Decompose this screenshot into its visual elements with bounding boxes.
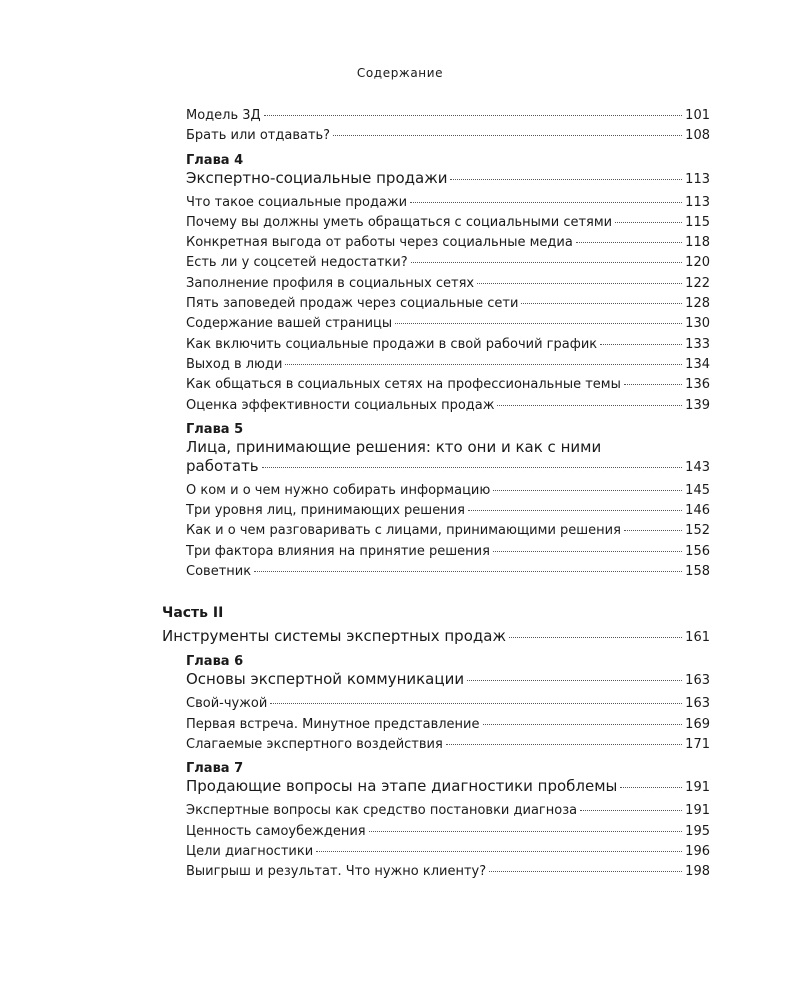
toc-entry-text: Что такое социальные продажи <box>186 194 408 210</box>
toc-entry[interactable] <box>186 542 710 562</box>
chapter-label: Глава 4 <box>186 152 244 168</box>
part-title-text: Инструменты системы экспертных продаж <box>162 627 506 646</box>
table-of-contents <box>162 106 710 882</box>
toc-entry-text: Первая встреча. Минутное представление <box>186 716 480 732</box>
chapter-title-text: Экспертно-социальные продажи <box>186 168 448 187</box>
toc-entry[interactable] <box>186 213 710 233</box>
toc-entry-text: Как включить социальные продажи в свой рабочий график <box>186 336 598 352</box>
chapter-title-line2 <box>186 457 710 477</box>
dot-leader <box>624 383 682 385</box>
toc-entry-page: 152 <box>685 523 710 539</box>
dot-leader <box>446 743 682 745</box>
toc-entry-page: 196 <box>685 843 710 859</box>
toc-entry-page: 101 <box>685 108 710 123</box>
dot-leader <box>450 178 682 180</box>
chapter-7 <box>162 761 710 882</box>
top-entries <box>162 106 710 147</box>
toc-entry-page: 133 <box>685 336 710 352</box>
dot-leader <box>624 529 682 531</box>
toc-entry-page: 113 <box>685 194 710 210</box>
toc-entry-text: Как общаться в социальных сетях на профессиональные темы <box>186 377 621 393</box>
chapter-title-line1: Лица, принимающие решения: кто они и как с ними <box>186 437 602 456</box>
dot-leader <box>576 241 682 243</box>
dot-leader <box>262 466 683 468</box>
toc-entry-text: Три фактора влияния на принятие решения <box>186 543 490 559</box>
toc-entry-text: Пять заповедей продаж через социальные сети <box>186 296 519 312</box>
chapter-title-text: Продающие вопросы на этапе диагностики проблемы <box>186 777 618 796</box>
chapter-title-text: работать <box>186 456 259 475</box>
toc-entry-text: Брать или отдавать? <box>186 128 331 144</box>
toc-entry-page: 122 <box>685 275 710 291</box>
toc-entry-text: Содержание вашей страницы <box>186 316 393 332</box>
toc-entry[interactable] <box>186 233 710 253</box>
toc-entry-text: Ценность самоубеждения <box>186 823 366 839</box>
dot-leader <box>477 282 682 284</box>
dot-leader <box>580 809 682 811</box>
toc-entry[interactable] <box>186 193 710 213</box>
toc-entry-text: Свой-чужой <box>186 696 268 712</box>
dot-leader <box>509 636 682 638</box>
dot-leader <box>493 489 682 491</box>
dot-leader <box>369 830 683 832</box>
part-2 <box>162 604 710 648</box>
toc-entry-text: Оценка эффективности социальных продаж <box>186 397 495 413</box>
chapter-title-page: 113 <box>685 171 710 187</box>
chapter-label: Глава 7 <box>186 761 244 777</box>
chapter-title[interactable] <box>186 169 710 189</box>
dot-leader <box>270 702 682 704</box>
toc-entry-page: 108 <box>685 128 710 144</box>
toc-entry[interactable] <box>186 396 710 416</box>
toc-entry[interactable] <box>186 694 710 714</box>
toc-entry-text: Заполнение профиля в социальных сетях <box>186 275 475 291</box>
chapter-title[interactable] <box>186 670 710 690</box>
toc-entry[interactable] <box>186 355 710 375</box>
part-title[interactable] <box>162 626 710 648</box>
toc-entry[interactable] <box>186 335 710 355</box>
toc-entry-text: Почему вы должны уметь обращаться с социальными сетями <box>186 214 613 230</box>
toc-entry-text: Есть ли у соцсетей недостатки? <box>186 255 408 271</box>
toc-entry-page: 120 <box>685 255 710 271</box>
dot-leader <box>615 221 682 223</box>
toc-entry-text: Выход в люди <box>186 356 283 372</box>
chapter-title[interactable] <box>186 777 710 797</box>
toc-entry[interactable] <box>186 501 710 521</box>
toc-entry-page: 171 <box>685 736 710 752</box>
chapter-label: Глава 6 <box>186 654 244 670</box>
part-title-page: 161 <box>685 630 710 646</box>
toc-entry-page: 130 <box>685 316 710 332</box>
chapter-title-page: 163 <box>685 673 710 689</box>
dot-leader <box>521 302 682 304</box>
toc-entry[interactable] <box>186 375 710 395</box>
toc-entry-page: 146 <box>685 503 710 519</box>
toc-entry[interactable] <box>186 801 710 821</box>
dot-leader <box>285 363 682 365</box>
chapter-title-page: 191 <box>685 780 710 796</box>
chapter-title-page: 143 <box>685 459 710 475</box>
running-head: Содержание <box>356 66 444 80</box>
toc-entry-text: Конкретная выгода от работы через социальные медиа <box>186 235 573 251</box>
dot-leader <box>316 850 682 852</box>
toc-entry[interactable] <box>186 822 710 842</box>
toc-entry[interactable] <box>186 253 710 273</box>
toc-entry-page: 115 <box>685 214 710 230</box>
toc-entry[interactable] <box>186 481 710 501</box>
toc-entry-page: 198 <box>685 864 710 880</box>
toc-entry-page: 191 <box>685 803 710 819</box>
toc-entry[interactable] <box>186 126 710 146</box>
toc-entry[interactable] <box>186 715 710 735</box>
toc-entry-page: 158 <box>685 564 710 580</box>
chapter-4 <box>162 153 710 416</box>
toc-entry-text: Как и о чем разговаривать с лицами, принимающими решения <box>186 523 621 539</box>
dot-leader <box>493 550 682 552</box>
toc-entry[interactable] <box>186 735 710 755</box>
chapter-label: Глава 5 <box>186 421 244 437</box>
chapter-6 <box>162 654 710 755</box>
dot-leader <box>600 343 682 345</box>
dot-leader <box>468 509 682 511</box>
toc-entry-page: 156 <box>685 543 710 559</box>
toc-entry[interactable] <box>186 562 710 582</box>
dot-leader <box>620 786 682 788</box>
toc-entry[interactable] <box>186 862 710 882</box>
dot-leader <box>333 134 682 136</box>
toc-entry-page: 169 <box>685 716 710 732</box>
dot-leader <box>483 723 683 725</box>
toc-entry-text: Слагаемые экспертного воздействия <box>186 736 443 752</box>
toc-entry-text: Выигрыш и результат. Что нужно клиенту? <box>186 864 487 880</box>
toc-entry[interactable] <box>186 274 710 294</box>
toc-entry-text: Цели диагностики <box>186 843 314 859</box>
toc-entry-page: 145 <box>685 482 710 498</box>
toc-entry[interactable] <box>186 314 710 334</box>
chapter-title-text: Основы экспертной коммуникации <box>186 670 465 689</box>
dot-leader <box>410 201 682 203</box>
toc-entry-text: Модель 3Д <box>186 108 261 123</box>
toc-entry[interactable] <box>186 521 710 541</box>
toc-entry-page: 195 <box>685 823 710 839</box>
dot-leader <box>497 404 682 406</box>
toc-entry-text: Три уровня лиц, принимающих решения <box>186 503 465 519</box>
chapter-title[interactable] <box>186 438 710 477</box>
dot-leader <box>395 322 682 324</box>
part-label: Часть II <box>162 605 224 622</box>
toc-entry-page: 139 <box>685 397 710 413</box>
dot-leader <box>254 570 682 572</box>
toc-entry-text: О ком и о чем нужно собирать информацию <box>186 482 491 498</box>
toc-entry-page: 128 <box>685 296 710 312</box>
chapter-5 <box>162 422 710 582</box>
toc-entry-page: 118 <box>685 235 710 251</box>
toc-entry[interactable] <box>186 106 710 126</box>
toc-entry[interactable] <box>186 294 710 314</box>
toc-entry-page: 136 <box>685 377 710 393</box>
toc-entry-page: 134 <box>685 356 710 372</box>
toc-entry-page: 163 <box>685 696 710 712</box>
toc-entry-text: Советник <box>186 564 252 580</box>
toc-entry[interactable] <box>186 842 710 862</box>
dot-leader <box>489 870 682 872</box>
dot-leader <box>264 114 682 116</box>
dot-leader <box>467 679 682 681</box>
dot-leader <box>411 261 683 263</box>
toc-entry-text: Экспертные вопросы как средство постановки диагноза <box>186 803 578 819</box>
